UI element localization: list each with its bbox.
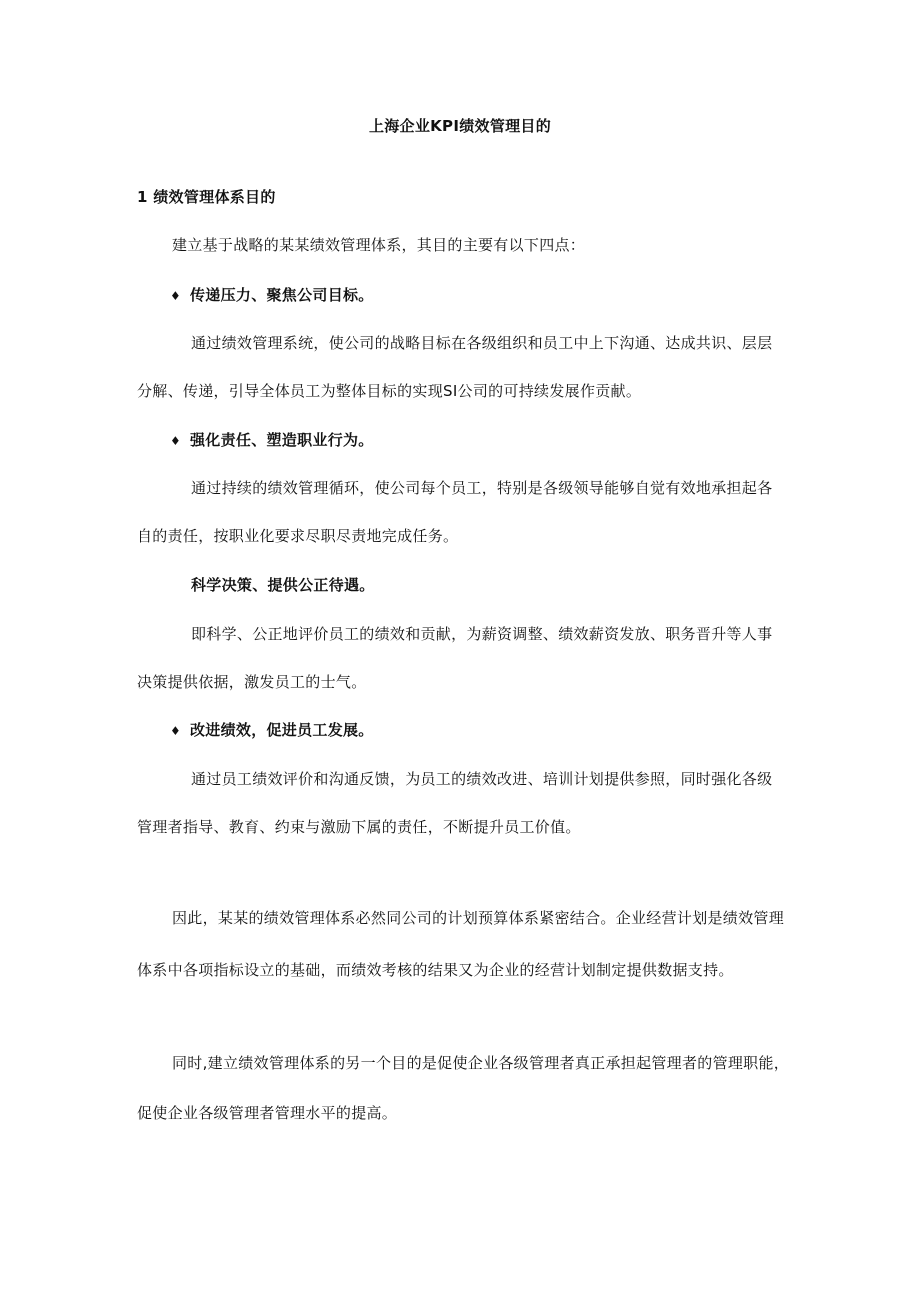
diamond-bullet-icon: ♦ (170, 434, 182, 448)
paragraph-line: 体系中各项指标设立的基础，而绩效考核的结果又为企业的经营计划制定提供数据支持。 (137, 961, 734, 979)
point-heading-3: 科学决策、提供公正待遇。 (191, 576, 375, 594)
point-body-line: 通过持续的绩效管理循环，使公司每个员工，特别是各级领导能够自觉有效地承担起各 (191, 479, 773, 497)
point-heading-2 (170, 430, 374, 451)
point-heading-text: 改进绩效，促进员工发展。 (190, 721, 374, 739)
point-heading-text: 传递压力、聚焦公司目标。 (190, 286, 374, 304)
document-title: 上海企业KPI绩效管理目的 (368, 117, 552, 135)
point-body-line: 即科学、公正地评价员工的绩效和贡献，为薪资调整、绩效薪资发放、职务晋升等人事 (191, 625, 773, 643)
diamond-bullet-icon: ♦ (170, 289, 182, 303)
intro-paragraph: 建立基于战略的某某绩效管理体系，其目的主要有以下四点： (172, 236, 586, 254)
point-body-line: 通过员工绩效评价和沟通反馈，为员工的绩效改进、培训计划提供参照，同时强化各级 (191, 770, 773, 788)
point-body-line: 管理者指导、教育、约束与激励下属的责任，不断提升员工价值。 (137, 818, 581, 836)
paragraph-line: 因此，某某的绩效管理体系必然同公司的计划预算体系紧密结合。企业经营计划是绩效管理 (172, 909, 785, 927)
paragraph-line: 同时,建立绩效管理体系的另一个目的是促使企业各级管理者真正承担起管理者的管理职能， (172, 1054, 790, 1072)
diamond-bullet-icon: ♦ (170, 724, 182, 738)
point-body-line: 决策提供依据，激发员工的士气。 (137, 673, 367, 691)
point-heading-1 (170, 285, 374, 306)
section-heading: 1 绩效管理体系目的 (137, 188, 276, 206)
point-body-line: 分解、传递，引导全体员工为整体目标的实现SI公司的可持续发展作贡献。 (137, 382, 642, 400)
point-heading-4 (170, 720, 374, 741)
point-body-line: 自的责任，按职业化要求尽职尽责地完成任务。 (137, 527, 459, 545)
point-body-line: 通过绩效管理系统，使公司的战略目标在各级组织和员工中上下沟通、达成共识、层层 (191, 334, 773, 352)
paragraph-line: 促使企业各级管理者管理水平的提高。 (137, 1104, 398, 1122)
point-heading-text: 强化责任、塑造职业行为。 (190, 431, 374, 449)
